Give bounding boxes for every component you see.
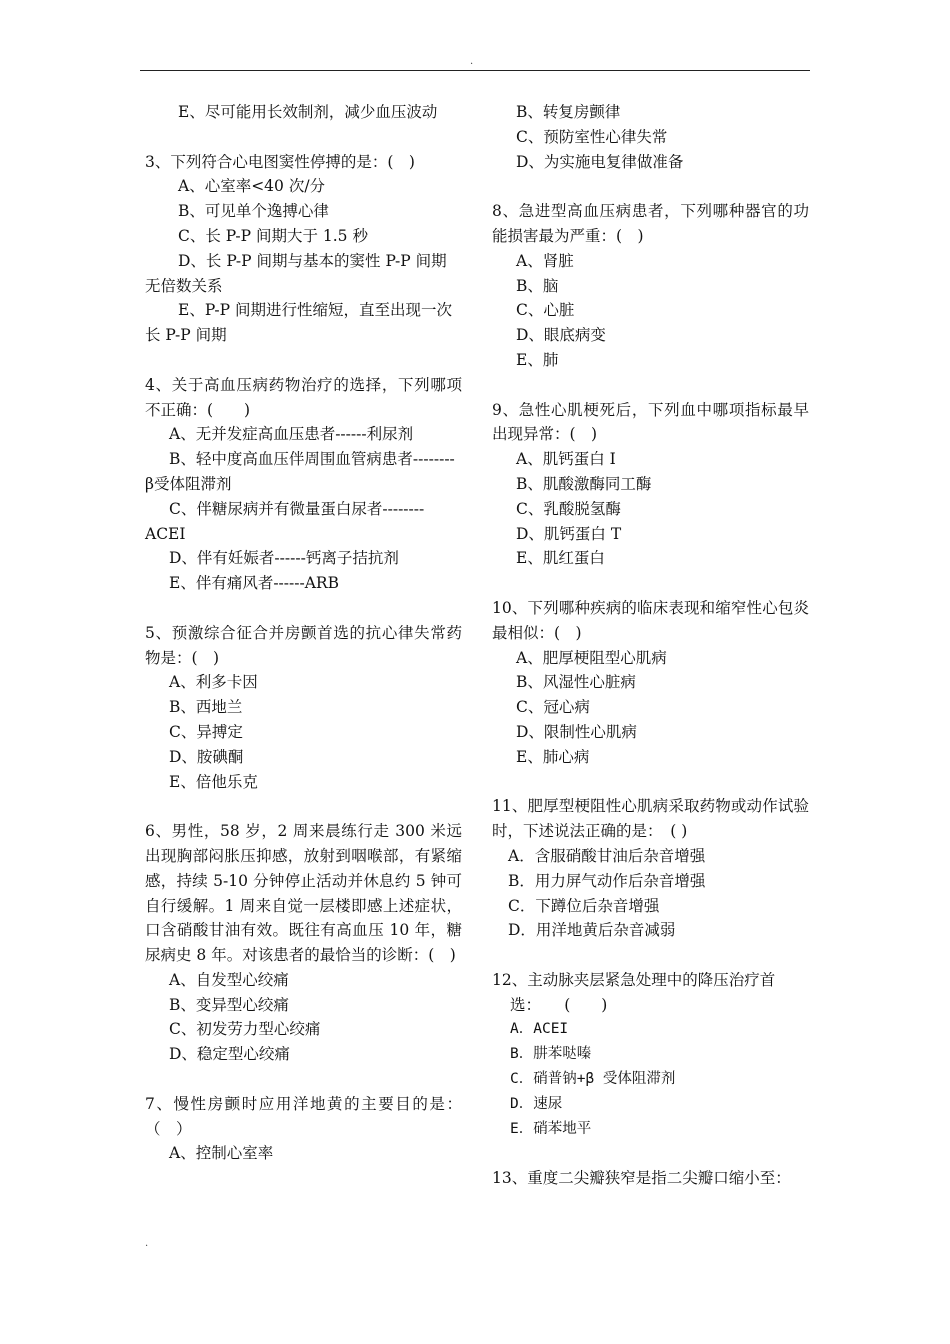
question-stem: 9、急性心肌梗死后，下列血中哪项指标最早出现异常：( )	[492, 400, 809, 444]
question-stem: 6、男性，58 岁，2 周来晨练行走 300 米远出现胸部闷胀压抑感，放射到咽喉部，有紧缩感，持续 5-10 分钟停止活动并休息约 5 钟可自行缓解。1 周来自觉一层楼即感上述症状，口含硝酸甘油有效。既往有高血压 10 年，糖尿病史 8 年。对该患者的最恰当的诊断：( )	[145, 822, 462, 965]
question-6	[145, 819, 462, 1067]
question-8	[492, 199, 809, 373]
question-stem: 7、慢性房颤时应用洋地黄的主要目的是：（ ）	[145, 1094, 462, 1138]
header-rule	[140, 70, 810, 71]
question-11	[492, 794, 809, 943]
option-6c: C、初发劳力型心绞痛	[169, 1020, 321, 1039]
option-5a: A、利多卡因	[169, 673, 258, 692]
option-7c: C、预防室性心律失常	[516, 127, 668, 146]
question-13	[492, 1166, 809, 1191]
option-11b: B．用力屏气动作后杂音增强	[508, 871, 706, 890]
question-9	[492, 398, 809, 572]
footer-mark: .	[145, 1238, 149, 1249]
question-stem: 11、肥厚型梗阻性心肌病采取药物或动作试验时，下述说法正确的是： ( )	[492, 797, 809, 841]
option-4a: A、无并发症高血压患者------利尿剂	[169, 425, 414, 444]
option-7d: D、为实施电复律做准备	[516, 152, 684, 171]
question-stem: 13、重度二尖瓣狭窄是指二尖瓣口缩小至：	[492, 1169, 791, 1188]
question-stem: 12、主动脉夹层紧急处理中的降压治疗首	[492, 970, 776, 989]
option-12a: A．ACEI	[510, 1021, 569, 1038]
option-11c: C．下蹲位后杂音增强	[508, 896, 660, 915]
option-8b: B、脑	[516, 276, 559, 295]
option-6b: B、变异型心绞痛	[169, 995, 289, 1014]
question-2-tail	[145, 100, 462, 125]
option-5c: C、异搏定	[169, 722, 243, 741]
question-12	[492, 968, 809, 1142]
header-mark: .	[470, 56, 474, 67]
option-11d: D．用洋地黄后杂音减弱	[508, 921, 676, 940]
option-12e: E．硝苯地平	[510, 1120, 592, 1137]
option-9d: D、肌钙蛋白 T	[516, 524, 622, 543]
question-7	[145, 1092, 462, 1166]
option-4b: B、轻中度高血压伴周围血管病患者--------β受体阻滞剂	[145, 450, 455, 493]
option-11a: A．含服硝酸甘油后杂音增强	[508, 846, 706, 865]
option-8d: D、眼底病变	[516, 326, 606, 345]
option-10e: E、肺心病	[516, 747, 590, 766]
option-9e: E、肌红蛋白	[516, 549, 605, 568]
question-5	[145, 621, 462, 795]
option-7a: A、控制心室率	[169, 1144, 274, 1163]
option-4c: C、伴糖尿病并有微量蛋白尿者--------ACEI	[145, 499, 425, 543]
option-9b: B、肌酸激酶同工酶	[516, 474, 652, 493]
option-12d: D．速尿	[510, 1095, 563, 1112]
question-stem: 10、下列哪种疾病的临床表现和缩窄性心包炎最相似：( )	[492, 598, 809, 642]
option-6a: A、自发型心绞痛	[169, 970, 289, 989]
question-stem: 8、急进型高血压病患者，下列哪种器官的功能损害最为严重：( )	[492, 202, 809, 245]
option-8a: A、肾脏	[516, 251, 574, 270]
option-3d: D、长 P-P 间期与基本的窦性 P-P 间期无倍数关系	[145, 251, 447, 295]
question-stem: 3、下列符合心电图窦性停搏的是：( )	[145, 152, 415, 171]
option-5d: D、胺碘酮	[169, 747, 244, 766]
option-3b: B、可见单个逸搏心律	[178, 202, 329, 221]
question-stem: 5、预激综合征合并房颤首选的抗心律失常药物是：( )	[145, 623, 462, 667]
option-3a: A、心室率<40 次/分	[178, 177, 326, 196]
option-3c: C、长 P-P 间期大于 1.5 秒	[178, 226, 368, 245]
option-12b: B．肼苯哒嗪	[510, 1046, 592, 1063]
question-stem-cont: 选： ( )	[510, 995, 608, 1014]
option-12c: C．硝普钠+β 受体阻滞剂	[510, 1071, 676, 1088]
option-3e: E、P-P 间期进行性缩短，直至出现一次长 P-P 间期	[145, 301, 452, 345]
option-8e: E、肺	[516, 350, 559, 369]
option-10c: C、冠心病	[516, 698, 590, 717]
option-10a: A、肥厚梗阻型心肌病	[516, 648, 667, 667]
left-column	[145, 100, 462, 1191]
option-5b: B、西地兰	[169, 698, 243, 717]
option-8c: C、心脏	[516, 301, 575, 320]
option-2e: E、尽可能用长效制剂，减少血压波动	[178, 103, 438, 121]
option-4e: E、伴有痛风者------ARB	[169, 574, 339, 593]
option-5e: E、倍他乐克	[169, 772, 258, 791]
question-stem: 4、关于高血压病药物治疗的选择，下列哪项不正确：( )	[145, 375, 462, 419]
option-6d: D、稳定型心绞痛	[169, 1045, 290, 1064]
option-10d: D、限制性心肌病	[516, 722, 637, 741]
option-9c: C、乳酸脱氢酶	[516, 499, 621, 518]
option-4d: D、伴有妊娠者------钙离子拮抗剂	[169, 549, 399, 568]
option-10b: B、风湿性心脏病	[516, 673, 636, 692]
question-4	[145, 373, 462, 596]
right-column	[492, 100, 809, 1216]
question-10	[492, 596, 809, 770]
question-3	[145, 150, 462, 348]
option-9a: A、肌钙蛋白 I	[516, 450, 616, 469]
option-7b: B、转复房颤律	[516, 103, 621, 121]
question-7-tail	[492, 100, 809, 174]
